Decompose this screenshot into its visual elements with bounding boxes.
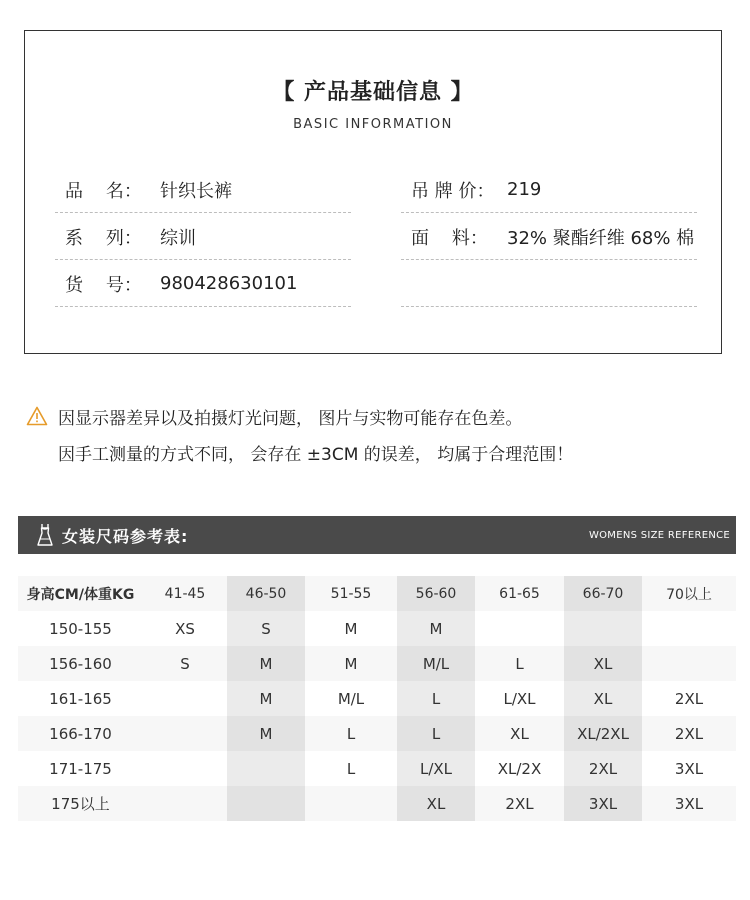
size-cell: 2XL bbox=[642, 681, 736, 716]
size-cell bbox=[642, 611, 736, 646]
size-cell: L bbox=[305, 751, 397, 786]
info-value: 32% 聚酯纤维 68% 棉 bbox=[507, 227, 695, 249]
size-chart-table bbox=[18, 576, 736, 821]
info-label: 品 名： bbox=[65, 180, 142, 202]
size-cell: 2XL bbox=[642, 716, 736, 751]
size-cell: 2XL bbox=[475, 786, 564, 821]
basic-info-subtitle: BASIC INFORMATION bbox=[293, 117, 453, 132]
size-cell: 3XL bbox=[642, 786, 736, 821]
weight-header: 56-60 bbox=[397, 576, 475, 611]
weight-header: 66-70 bbox=[564, 576, 642, 611]
size-cell: L bbox=[475, 646, 564, 681]
size-cell: L/XL bbox=[397, 751, 475, 786]
disclaimer-notice bbox=[26, 398, 726, 470]
size-cell bbox=[305, 786, 397, 821]
weight-header: 70以上 bbox=[642, 576, 736, 611]
size-cell bbox=[227, 786, 305, 821]
info-row-tag-price bbox=[401, 167, 697, 213]
size-cell: XL bbox=[564, 681, 642, 716]
size-cell: XL bbox=[475, 716, 564, 751]
size-cell: M/L bbox=[397, 646, 475, 681]
size-cell bbox=[143, 751, 227, 786]
height-cell: 156-160 bbox=[18, 646, 143, 681]
size-cell: L bbox=[305, 716, 397, 751]
warning-triangle-icon bbox=[26, 406, 48, 426]
weight-header: 41-45 bbox=[143, 576, 227, 611]
height-cell: 166-170 bbox=[18, 716, 143, 751]
table-row bbox=[18, 611, 736, 646]
info-label: 面 料： bbox=[411, 227, 488, 249]
size-cell: L bbox=[397, 681, 475, 716]
info-label: 系 列： bbox=[65, 227, 142, 249]
size-cell bbox=[143, 786, 227, 821]
info-value: 980428630101 bbox=[160, 273, 298, 294]
notice-line-1 bbox=[26, 398, 726, 434]
size-cell bbox=[475, 611, 564, 646]
size-cell: XL bbox=[564, 646, 642, 681]
info-row-empty bbox=[401, 261, 697, 307]
notice-line-2 bbox=[26, 434, 726, 470]
size-cell: XL bbox=[397, 786, 475, 821]
table-row bbox=[18, 716, 736, 751]
size-cell: XL/2X bbox=[475, 751, 564, 786]
size-cell: M bbox=[227, 716, 305, 751]
size-cell: 2XL bbox=[564, 751, 642, 786]
size-cell bbox=[564, 611, 642, 646]
size-chart-title: 女装尺码参考表: bbox=[62, 526, 189, 546]
size-cell: 3XL bbox=[564, 786, 642, 821]
table-row bbox=[18, 786, 736, 821]
table-row bbox=[18, 681, 736, 716]
size-chart-title-en: WOMENS SIZE REFERENCE bbox=[588, 529, 730, 541]
size-cell bbox=[227, 751, 305, 786]
info-label: 吊 牌 价： bbox=[411, 180, 495, 202]
info-row-name bbox=[55, 167, 351, 213]
size-chart-header bbox=[18, 516, 736, 554]
height-cell: 171-175 bbox=[18, 751, 143, 786]
weight-header: 51-55 bbox=[305, 576, 397, 611]
height-cell: 150-155 bbox=[18, 611, 143, 646]
size-cell: XS bbox=[143, 611, 227, 646]
size-cell: M/L bbox=[305, 681, 397, 716]
table-row bbox=[18, 646, 736, 681]
size-cell bbox=[143, 681, 227, 716]
dress-icon bbox=[36, 523, 54, 547]
size-cell: 3XL bbox=[642, 751, 736, 786]
size-cell: S bbox=[227, 611, 305, 646]
size-cell: S bbox=[143, 646, 227, 681]
info-value: 219 bbox=[507, 179, 542, 200]
notice-text: 因手工测量的方式不同， 会存在 ±3CM 的误差， 均属于合理范围！ bbox=[58, 444, 574, 465]
info-value: 针织长裤 bbox=[160, 180, 232, 202]
size-table-header-row bbox=[18, 576, 736, 611]
weight-header: 46-50 bbox=[227, 576, 305, 611]
basic-info-title: 【 产品基础信息 】 bbox=[272, 80, 474, 105]
info-row-item-number bbox=[55, 261, 351, 307]
size-cell: M bbox=[305, 646, 397, 681]
info-value: 综训 bbox=[160, 227, 196, 249]
basic-info-card bbox=[24, 30, 722, 354]
info-row-fabric bbox=[401, 214, 697, 260]
weight-header: 61-65 bbox=[475, 576, 564, 611]
size-cell: L bbox=[397, 716, 475, 751]
size-cell: M bbox=[227, 646, 305, 681]
height-cell: 161-165 bbox=[18, 681, 143, 716]
size-cell: L/XL bbox=[475, 681, 564, 716]
notice-text: 因显示器差异以及拍摄灯光问题， 图片与实物可能存在色差。 bbox=[58, 408, 523, 429]
info-row-series bbox=[55, 214, 351, 260]
size-cell: M bbox=[305, 611, 397, 646]
size-cell bbox=[642, 646, 736, 681]
size-cell: XL/2XL bbox=[564, 716, 642, 751]
info-label: 货 号： bbox=[65, 274, 142, 296]
table-row bbox=[18, 751, 736, 786]
size-cell: M bbox=[397, 611, 475, 646]
corner-label: 身高CM/体重KG bbox=[18, 576, 143, 611]
size-cell: M bbox=[227, 681, 305, 716]
size-cell bbox=[143, 716, 227, 751]
height-cell: 175以上 bbox=[18, 786, 143, 821]
